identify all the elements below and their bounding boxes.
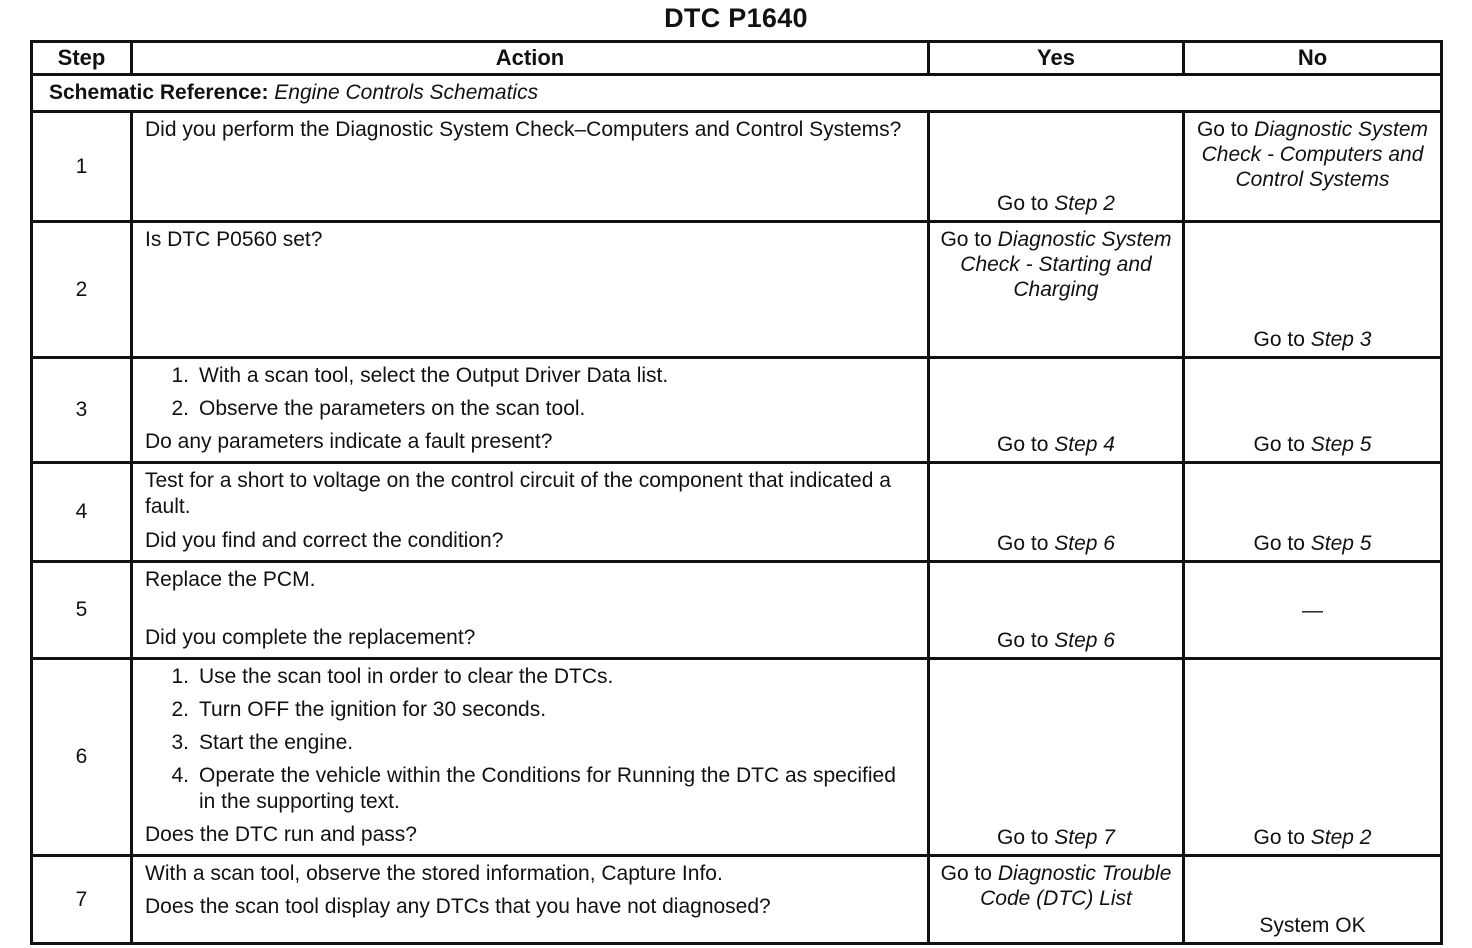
action-text: Replace the PCM. (145, 568, 316, 591)
schematic-link[interactable]: Engine Controls Schematics (274, 81, 539, 104)
yes-link[interactable]: Step 2 (1054, 192, 1115, 215)
page-title: DTC P1640 (664, 3, 808, 33)
list-item-text: Turn OFF the ignition for 30 seconds. (199, 698, 547, 721)
no-link[interactable]: Step 5 (1310, 433, 1372, 456)
yes-cell (929, 358, 1184, 463)
action-cell (132, 659, 929, 856)
list-item: 3. Start the engine. (171, 731, 354, 754)
step-number: 6 (32, 659, 132, 856)
action-text: Is DTC P0560 set? (145, 228, 323, 251)
table-row-step-2 (32, 222, 1442, 358)
dtc-table (30, 40, 1443, 945)
no-cell (1184, 112, 1442, 222)
list-item: 1. Use the scan tool in order to clear the DTCs. (171, 665, 614, 688)
yes-prefix: Go to (940, 862, 992, 885)
schematic-label: Schematic Reference: (49, 81, 269, 104)
yes-link[interactable]: Diagnostic System Check - Starting and Charging (960, 228, 1172, 301)
no-cell (1184, 222, 1442, 358)
yes-prefix: Go to (997, 192, 1049, 215)
step-number: 3 (32, 358, 132, 463)
yes-cell (929, 562, 1184, 659)
step-number: 5 (32, 562, 132, 659)
yes-prefix: Go to (997, 433, 1049, 456)
list-item-text: Operate the vehicle within the Conditions for Running the DTC as specified in the supporting text. (199, 764, 896, 813)
no-link[interactable]: Step 2 (1310, 826, 1372, 849)
no-dash: — (1302, 598, 1323, 622)
no-cell (1184, 562, 1442, 659)
table-row-step-4 (32, 463, 1442, 562)
header-action: Action (132, 42, 929, 75)
action-question: Did you complete the replacement? (145, 626, 476, 649)
action-cell (132, 112, 929, 222)
table-row-step-5 (32, 562, 1442, 659)
step-number: 1 (32, 112, 132, 222)
yes-cell (929, 112, 1184, 222)
action-question: Did you find and correct the condition? (145, 529, 504, 552)
yes-link[interactable]: Diagnostic Trouble Code (DTC) List (980, 862, 1172, 910)
list-item-text: Start the engine. (199, 731, 354, 754)
yes-prefix: Go to (997, 629, 1049, 652)
action-cell (132, 562, 929, 659)
table-row-step-7 (32, 856, 1442, 944)
yes-link[interactable]: Step 6 (1054, 532, 1115, 555)
action-list (145, 363, 917, 422)
table-row-step-1 (32, 112, 1442, 222)
yes-link[interactable]: Step 4 (1054, 433, 1115, 456)
no-link[interactable]: Step 3 (1310, 328, 1372, 351)
step-number: 7 (32, 856, 132, 944)
no-cell (1184, 856, 1442, 944)
no-prefix: Go to (1253, 826, 1305, 849)
header-no: No (1184, 42, 1442, 75)
yes-cell (929, 659, 1184, 856)
action-text: With a scan tool, observe the stored information, Capture Info. (145, 862, 723, 885)
no-link[interactable]: Diagnostic System Check - Computers and Control Systems (1201, 118, 1429, 191)
action-question: Do any parameters indicate a fault present? (145, 430, 553, 453)
list-item-text: Observe the parameters on the scan tool. (199, 397, 586, 420)
no-prefix: Go to (1196, 118, 1249, 141)
yes-cell (929, 222, 1184, 358)
action-cell (132, 463, 929, 562)
no-cell (1184, 463, 1442, 562)
action-text: Test for a short to voltage on the control circuit of the component that indicated a fault. (145, 469, 891, 518)
action-text: Did you perform the Diagnostic System Check–Computers and Control Systems? (145, 118, 902, 141)
list-item-text: With a scan tool, select the Output Driver Data list. (199, 364, 669, 387)
action-cell (132, 358, 929, 463)
table-row-step-3 (32, 358, 1442, 463)
schematic-reference (32, 75, 1442, 112)
list-item-text: Use the scan tool in order to clear the DTCs. (199, 665, 614, 688)
list-item: 2. Turn OFF the ignition for 30 seconds. (171, 698, 547, 721)
action-cell (132, 856, 929, 944)
list-item: 2. Observe the parameters on the scan tool. (171, 397, 586, 420)
header-yes: Yes (929, 42, 1184, 75)
no-cell (1184, 659, 1442, 856)
yes-prefix: Go to (997, 826, 1049, 849)
no-prefix: Go to (1253, 433, 1305, 456)
step-number: 2 (32, 222, 132, 358)
no-cell (1184, 358, 1442, 463)
action-question: Does the DTC run and pass? (145, 823, 417, 846)
action-cell (132, 222, 929, 358)
header-step: Step (32, 42, 132, 75)
list-item: 4. Operate the vehicle within the Conditions for Running the DTC as specified in the supporting text. (153, 763, 917, 815)
no-result: System OK (1259, 914, 1366, 937)
no-prefix: Go to (1253, 532, 1305, 555)
yes-prefix: Go to (997, 532, 1049, 555)
action-question: Does the scan tool display any DTCs that you have not diagnosed? (145, 895, 771, 918)
yes-cell (929, 856, 1184, 944)
step-number: 4 (32, 463, 132, 562)
table-row-step-6 (32, 659, 1442, 856)
list-item: 1. With a scan tool, select the Output Driver Data list. (171, 364, 669, 387)
action-list (145, 664, 917, 815)
schematic-row (32, 75, 1442, 112)
yes-link[interactable]: Step 7 (1054, 826, 1115, 849)
yes-prefix: Go to (940, 228, 992, 251)
header-row (32, 42, 1442, 75)
no-link[interactable]: Step 5 (1310, 532, 1372, 555)
yes-cell (929, 463, 1184, 562)
no-prefix: Go to (1253, 328, 1305, 351)
yes-link[interactable]: Step 6 (1054, 629, 1115, 652)
